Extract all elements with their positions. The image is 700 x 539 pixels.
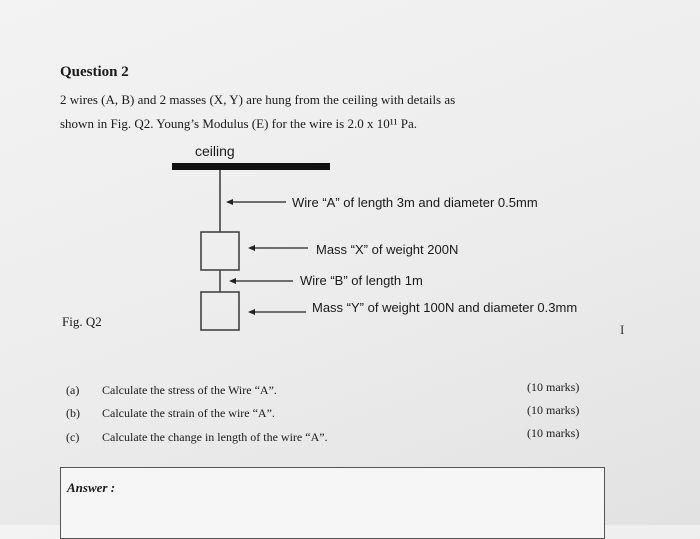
- part-text: Calculate the strain of the wire “A”.: [102, 406, 275, 420]
- wire-b-label: Wire “B” of length 1m: [300, 273, 423, 288]
- arrow-mass-y: [248, 309, 306, 315]
- question-text-line-2: shown in Fig. Q2. Young’s Modulus (E) for the wire is 2.0 x 10¹¹ Pa.: [60, 116, 417, 131]
- text-cursor-icon: I: [620, 322, 625, 337]
- wire-a-label: Wire “A” of length 3m and diameter 0.5mm: [292, 195, 538, 210]
- answer-label: Answer :: [67, 480, 116, 495]
- part-text: Calculate the change in length of the wire “A”.: [102, 430, 328, 444]
- answer-box[interactable]: [60, 467, 605, 539]
- part-letter: (a): [66, 383, 80, 397]
- part-marks: (10 marks): [527, 426, 580, 440]
- figure-caption: Fig. Q2: [62, 314, 102, 329]
- part-text: Calculate the stress of the Wire “A”.: [102, 383, 277, 397]
- ceiling-bar: [172, 163, 330, 170]
- mass-y-label: Mass “Y” of weight 100N and diameter 0.3mm: [312, 300, 578, 315]
- part-marks: (10 marks): [527, 403, 580, 417]
- mass-x-label: Mass “X” of weight 200N: [316, 242, 459, 257]
- arrow-wire-a: [226, 199, 286, 205]
- ceiling-label: ceiling: [195, 143, 235, 159]
- part-letter: (b): [66, 406, 80, 420]
- question-title: Question 2: [60, 64, 129, 80]
- part-letter: (c): [66, 430, 80, 444]
- mass-y-box: [201, 292, 239, 330]
- arrow-mass-x: [248, 245, 308, 251]
- part-marks: (10 marks): [527, 380, 580, 394]
- question-text-line-1: 2 wires (A, B) and 2 masses (X, Y) are hung from the ceiling with details as: [60, 92, 456, 107]
- mass-x-box: [201, 232, 239, 270]
- arrow-wire-b: [229, 278, 293, 284]
